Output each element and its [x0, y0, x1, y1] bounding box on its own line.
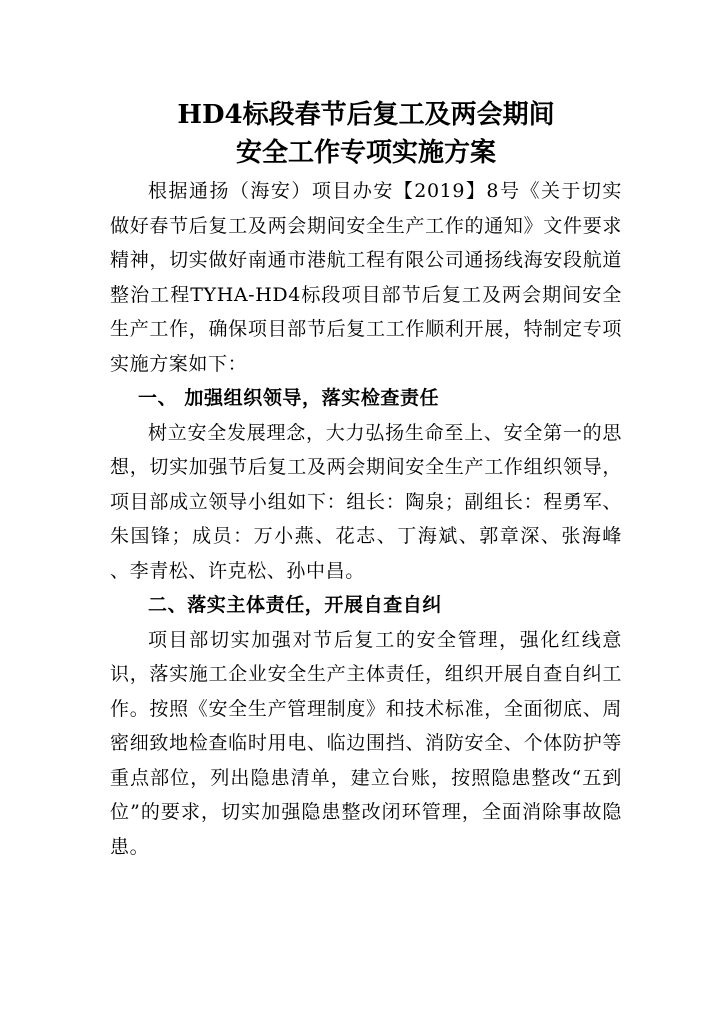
document-page [110, 96, 622, 864]
intro-paragraph: 根据通扬（海安）项目办安【2019】8号《关于切实做好春节后复工及两会期间安全生产工作的通知》文件要求精神，切实做好南通市港航工程有限公司通扬线海安段航道整治工程TYHA-HD4标段项目部节后复工及两会期间安全生产工作，确保项目部节后复工工作顺利开展，特制定专项实施方案如下： [110, 180, 622, 375]
section-2-heading: 二、落实主体责任，开展自查自纠 [148, 594, 443, 616]
section-2-body: 项目部切实加强对节后复工的安全管理，强化红线意识，落实施工企业安全生产主体责任，组织开展自查自纠工作。按照《安全生产管理制度》和技术标准，全面彻底、周密细致地检查临时用电、临边围挡、消防安全、个体防护等重点部位，列出隐患清单，建立台账，按照隐患整改“五到位”的要求，切实加强隐患整改闭环管理，全面消除事故隐患。 [110, 628, 622, 858]
section-1-heading: 一、 加强组织领导，落实检查责任 [138, 387, 440, 409]
document-title-line-2: 安全工作专项实施方案 [235, 138, 496, 168]
section-1-body: 树立安全发展理念，大力弘扬生命至上、安全第一的思想，切实加强节后复工及两会期间安全生产工作组织领导，项目部成立领导小组如下：组长：陶泉；副组长：程勇军、朱国锋；成员：万小燕、花志、丁海斌、郭章深、张海峰 、李青松、许克松、孙中昌。 [110, 421, 622, 582]
document-title-line-1: HD4标段春节后复工及两会期间 [177, 100, 555, 130]
